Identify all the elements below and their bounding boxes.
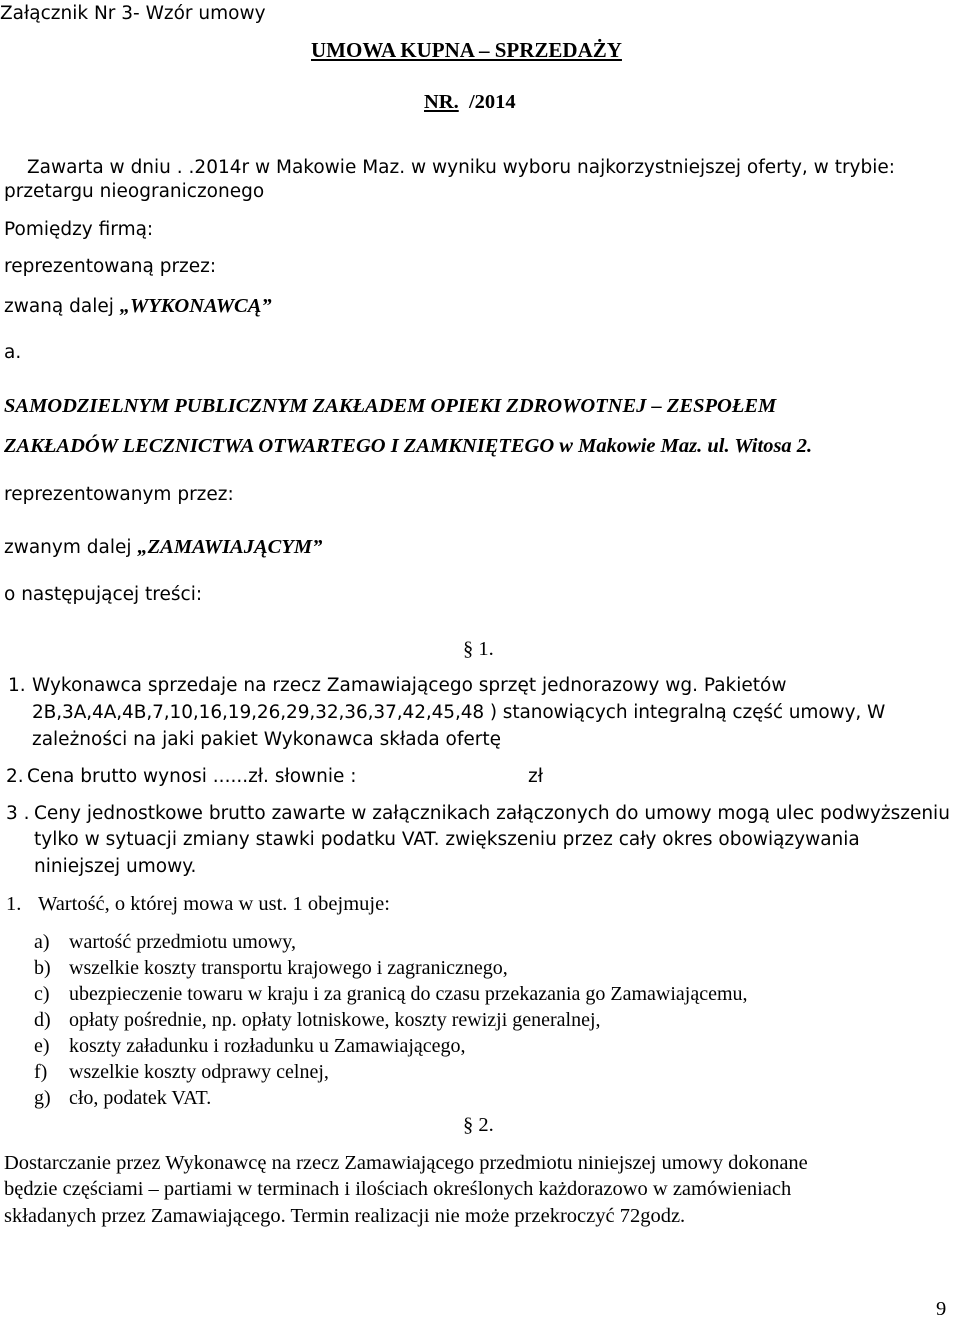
contract-number-suffix: /2014 <box>458 91 516 113</box>
client-name-line-2: ZAKŁADÓW LECZNICTWA OTWARTEGO I ZAMKNIĘTEGO w Makowie Maz. ul. Witosa 2. <box>4 435 813 457</box>
item-3-line-1: Ceny jednostkowe brutto zawarte w załącznikach załączonych do umowy mogą ulec podwyższeniu <box>34 803 950 824</box>
section-2-line-1: Dostarczanie przez Wykonawcę na rzecz Zamawiającego przedmiotu niniejszej umowy dokonane <box>4 1152 808 1174</box>
item-1-line-1: Wykonawca sprzedaje na rzecz Zamawiającego sprzęt jednorazowy wg. Pakietów <box>32 675 787 696</box>
item-1-line-2: 2B,3A,4A,4B,7,10,16,19,26,29,32,36,37,42,45,48 ) stanowiących integralną część umowy, W <box>32 702 886 723</box>
client-represented-label: reprezentowanym przez: <box>4 484 234 505</box>
list-item-text: wartość przedmiotu umowy, <box>69 931 296 953</box>
list-item-marker: a) <box>34 931 50 953</box>
list-item-marker: d) <box>34 1009 51 1031</box>
scope-list <box>34 929 934 1119</box>
contract-number <box>424 90 516 114</box>
value-item-text: Wartość, o której mowa w ust. 1 obejmuje: <box>38 893 390 915</box>
document-title: UMOWA KUPNA – SPRZEDAŻY <box>311 38 622 62</box>
value-item-marker: 1. <box>6 893 22 915</box>
list-item-marker: b) <box>34 957 51 979</box>
section-2-line-2: będzie częściami – partiami w terminach i ilościach określonych każdorazowo w zamówieniach <box>4 1178 792 1200</box>
contractor-called <box>4 294 272 319</box>
annex-label: Załącznik Nr 3- Wzór umowy <box>0 3 266 24</box>
item-1-line-3: zależności na jaki pakiet Wykonawca składa ofertę <box>32 729 501 750</box>
client-called-name: „ZAMAWIAJĄCYM” <box>137 536 323 558</box>
section-1-heading: § 1. <box>463 638 494 660</box>
list-item-text: ubezpieczenie towaru w kraju i za granicą do czasu przekazania go Zamawiającemu, <box>69 983 748 1005</box>
item-3-marker: 3 . <box>6 803 30 824</box>
list-item-text: opłaty pośrednie, np. opłaty lotniskowe, koszty rewizji generalnej, <box>69 1009 601 1031</box>
intro-line-2: przetargu nieograniczonego <box>4 181 265 202</box>
item-3-line-2: tylko w sytuacji zmiany stawki podatku VAT. zwiększeniu przez cały okres obowiązywania <box>34 829 860 850</box>
item-3-line-3: niniejszej umowy. <box>34 856 197 877</box>
list-item-marker: e) <box>34 1035 50 1057</box>
list-item-text: wszelkie koszty transportu krajowego i zagranicznego, <box>69 957 508 979</box>
between-label: Pomiędzy firmą: <box>4 219 154 240</box>
item-1-marker: 1. <box>8 675 26 696</box>
client-name-line-1: SAMODZIELNYM PUBLICZNYM ZAKŁADEM OPIEKI ZDROWOTNEJ – ZESPOŁEM <box>4 395 777 417</box>
item-2-text: Cena brutto wynosi ......zł. słownie : <box>27 766 357 787</box>
list-item-text: wszelkie koszty odprawy celnej, <box>69 1061 329 1083</box>
page-number: 9 <box>936 1298 947 1320</box>
contractor-called-prefix: zwaną dalej <box>4 296 120 317</box>
content-intro: o następującej treści: <box>4 584 203 605</box>
contractor-represented-label: reprezentowaną przez: <box>4 256 217 277</box>
client-called <box>4 535 322 560</box>
item-2-currency: zł <box>528 766 543 787</box>
section-2-line-3: składanych przez Zamawiającego. Termin realizacji nie może przekroczyć 72godz. <box>4 1205 686 1227</box>
list-item-marker: f) <box>34 1061 48 1083</box>
list-item-text: koszty załadunku i rozładunku u Zamawiającego, <box>69 1035 466 1057</box>
contractor-called-name: „WYKONAWCĄ” <box>119 295 272 317</box>
list-item-marker: g) <box>34 1087 51 1109</box>
section-2-heading: § 2. <box>463 1114 494 1136</box>
list-item-text: cło, podatek VAT. <box>69 1087 212 1109</box>
client-called-prefix: zwanym dalej <box>4 537 138 558</box>
contract-number-prefix: NR. <box>424 91 459 113</box>
list-item-marker: c) <box>34 983 50 1005</box>
intro-line-1: Zawarta w dniu . .2014r w Makowie Maz. w wyniku wyboru najkorzystniejszej oferty, w trybie: <box>27 157 896 178</box>
item-2-marker: 2. <box>6 766 24 787</box>
and-label: a. <box>4 342 22 363</box>
